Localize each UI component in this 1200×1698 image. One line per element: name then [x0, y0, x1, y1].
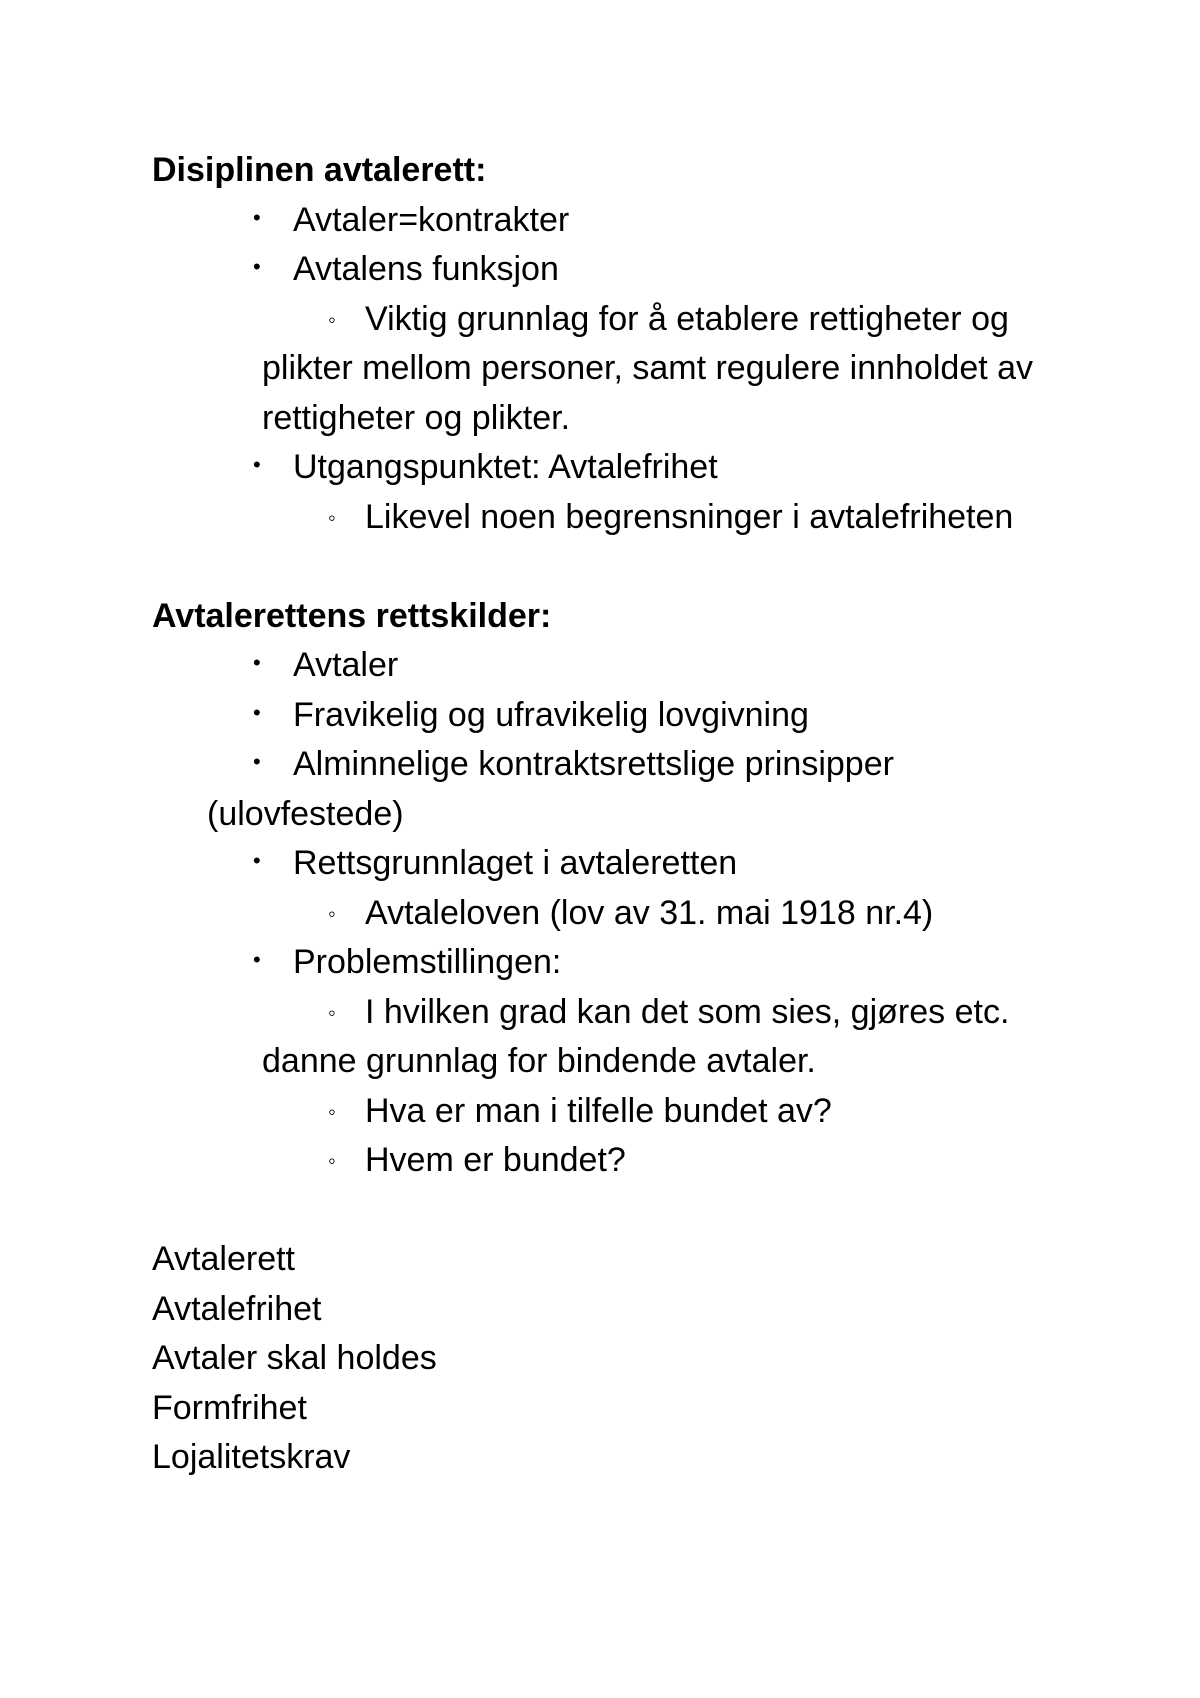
list-item-text: Alminnelige kontraktsrettslige prinsipper (ulovfestede)	[207, 745, 894, 833]
bullet-icon: •	[253, 254, 261, 279]
list-item	[152, 839, 1092, 889]
list-item	[152, 691, 1092, 741]
sub-list-item	[152, 295, 1092, 444]
list-item	[152, 245, 1092, 295]
list-item	[152, 938, 1092, 988]
bullet-icon: •	[253, 947, 261, 972]
bullet-icon: •	[253, 749, 261, 774]
spacer	[152, 1186, 1092, 1236]
keyword-line: Lojalitetskrav	[152, 1438, 351, 1476]
list-item	[152, 196, 1092, 246]
keyword-line: Formfrihet	[152, 1388, 307, 1427]
ring-bullet-icon: ◦	[328, 1098, 336, 1124]
keyword-line: Avtaler skal holdes	[152, 1339, 437, 1377]
list-item-text: Viktig grunnlag for å etablere rettigheter og plikter mellom personer, samt regulere innholdet av rettigheter og plikter.	[262, 299, 1034, 437]
list-item-text: Avtaler	[293, 646, 399, 684]
section-heading: Disiplinen avtalerett:	[152, 151, 487, 189]
ring-bullet-icon: ◦	[328, 306, 336, 332]
bullet-icon: •	[253, 204, 261, 230]
spacer	[152, 542, 1092, 592]
ring-bullet-icon: ◦	[328, 504, 336, 530]
ring-bullet-icon: ◦	[328, 999, 336, 1025]
ring-bullet-icon: ◦	[328, 1148, 336, 1173]
bullet-icon: •	[253, 699, 261, 725]
document-content	[152, 146, 1092, 1483]
list-item-text: I hvilken grad kan det som sies, gjøres etc. danne grunnlag for bindende avtaler.	[262, 992, 1010, 1080]
sub-list-item	[152, 493, 1092, 543]
list-item-text: Avtaler=kontrakter	[293, 200, 570, 239]
sub-list-item	[152, 889, 1092, 939]
sub-list-item	[152, 1087, 1092, 1137]
list-item-text: Utgangspunktet: Avtalefrihet	[293, 448, 718, 486]
section-heading: Avtalerettens rettskilder:	[152, 596, 552, 635]
list-item	[152, 641, 1092, 691]
list-item-text: Fravikelig og ufravikelig lovgivning	[293, 695, 809, 734]
list-item-text: Likevel noen begrensninger i avtalefriheten	[365, 497, 1014, 536]
list-item-text: Hva er man i tilfelle bundet av?	[365, 1091, 832, 1130]
list-item	[152, 443, 1092, 493]
list-item-text: Avtalens funksjon	[293, 250, 559, 288]
list-item-text: Avtaleloven (lov av 31. mai 1918 nr.4)	[365, 893, 934, 932]
bullet-icon: •	[253, 452, 261, 477]
sub-list-item	[152, 988, 1092, 1087]
list-item	[152, 740, 1092, 839]
list-item-text: Rettsgrunnlaget i avtaleretten	[293, 844, 738, 882]
bullet-icon: •	[253, 848, 261, 873]
keyword-line: Avtalefrihet	[152, 1289, 322, 1328]
list-item-text: Hvem er bundet?	[365, 1141, 626, 1179]
ring-bullet-icon: ◦	[328, 900, 336, 926]
list-item-text: Problemstillingen:	[293, 943, 562, 981]
keyword-line: Avtalerett	[152, 1240, 296, 1278]
bullet-icon: •	[253, 650, 261, 675]
sub-list-item	[152, 1136, 1092, 1186]
